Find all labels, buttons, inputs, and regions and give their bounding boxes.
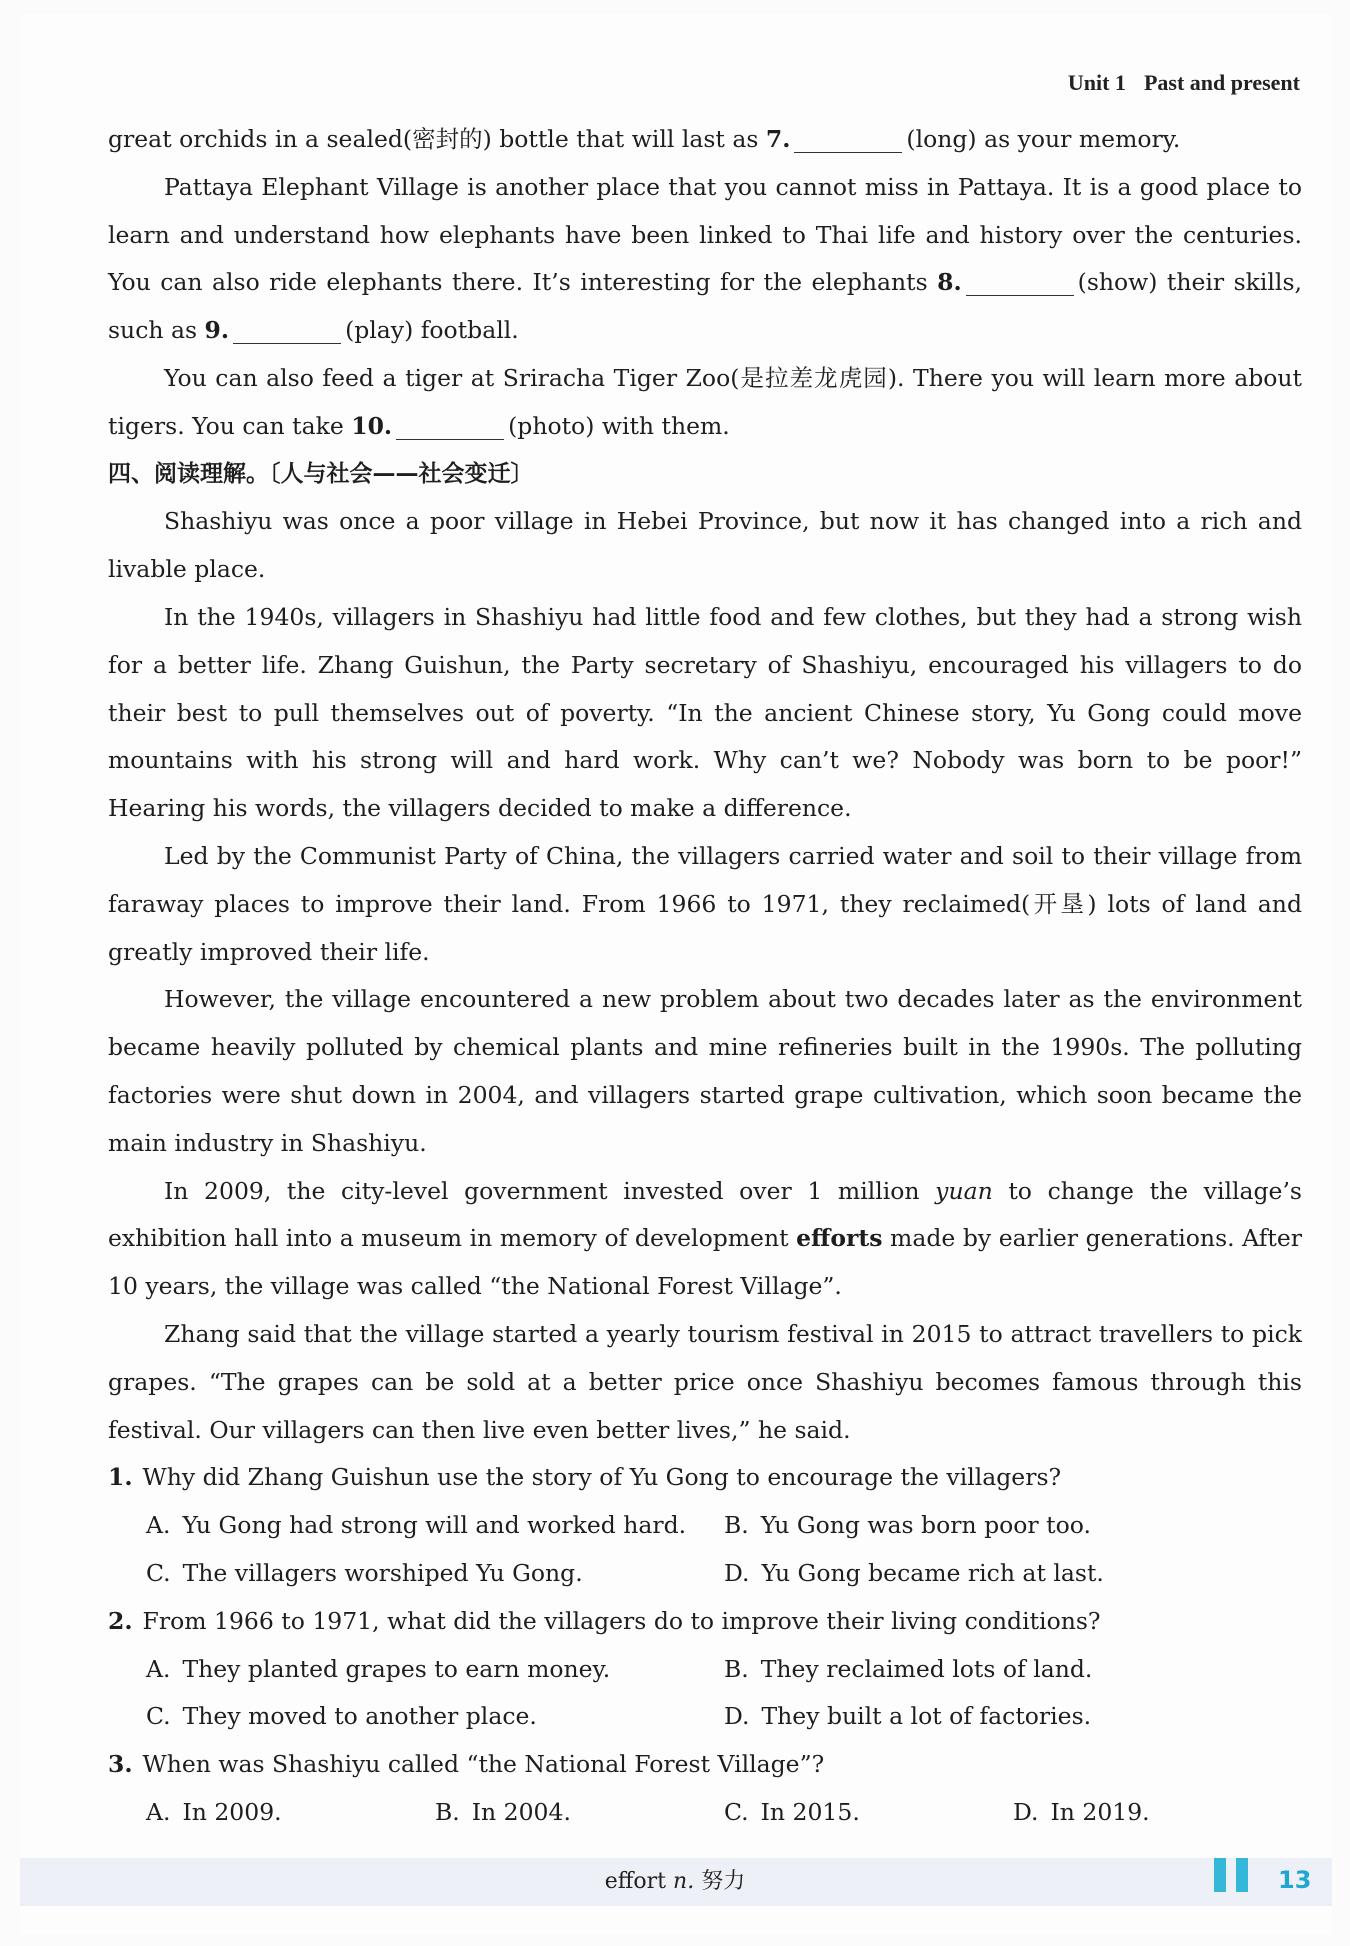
reading-paragraph-2: In the 1940s, villagers in Shashiyu had little food and few clothes, but they had a strong wish for a better life. Zhang Guishun, the Party secretary of Shashiyu, encouraged his villagers to do their best to pull themselves out of poverty. “In the ancient Chinese story, Yu Gong could move mountains with his strong will and hard work. Why can’t we? Nobody was born to be poor!” Hearing his words, the villagers decided to make a difference. [108, 602, 1302, 823]
option-text: The villagers worshiped Yu Gong. [182, 1558, 583, 1587]
option-letter: D. [724, 1702, 750, 1731]
question-number: 2. [108, 1606, 133, 1635]
option-letter: B. [435, 1797, 460, 1826]
passage-paragraph-elephant [108, 164, 1302, 355]
running-header [1068, 70, 1300, 96]
blank-number-8: 8. [937, 268, 962, 297]
part-of-speech: n. [673, 1869, 695, 1894]
blank-number-9: 9. [204, 316, 230, 345]
reading-paragraph-1: Shashiyu was once a poor village in Hebei Province, but now it has changed into a rich and livable place. [108, 507, 1302, 584]
option-text: In 2009. [182, 1797, 282, 1826]
italic-word: yuan [935, 1176, 993, 1205]
option-letter: A. [146, 1797, 171, 1826]
option-a[interactable] [146, 1502, 724, 1550]
option-a[interactable] [146, 1646, 724, 1694]
option-d[interactable] [724, 1550, 1302, 1598]
unit-title: Past and present [1143, 70, 1300, 95]
page-content [108, 116, 1302, 1837]
text-segment: to change the village’s exhibition hall into a museum in memory of development [108, 1176, 1302, 1253]
option-c[interactable] [146, 1550, 724, 1598]
text-segment: In 2009, the city-level government invested over 1 million [164, 1176, 936, 1205]
vocab-word: effort [604, 1869, 667, 1894]
option-letter: B. [724, 1654, 749, 1683]
decorative-bars [1214, 1858, 1248, 1892]
option-a[interactable] [146, 1789, 435, 1837]
question-text: When was Shashiyu called “the National Forest Village”? [142, 1750, 825, 1779]
option-text: In 2019. [1050, 1797, 1150, 1826]
passage-line-1 [108, 116, 1302, 164]
option-letter: A. [146, 1511, 171, 1540]
question-text: From 1966 to 1971, what did the villagers do to improve their living conditions? [142, 1606, 1101, 1635]
option-letter: C. [146, 1702, 171, 1731]
option-c[interactable] [146, 1693, 724, 1741]
option-text: They moved to another place. [182, 1702, 537, 1731]
section-title: 四、阅读理解。〔人与社会——社会变迁〕 [108, 460, 534, 487]
option-text: They built a lot of factories. [761, 1702, 1092, 1731]
reading-paragraph-4: However, the village encountered a new problem about two decades later as the environment became heavily polluted by chemical plants and mine refineries built in the 1990s. The polluting factories were shut down in 2004, and villagers started grape cultivation, which soon became the main industry in Shashiyu. [108, 985, 1302, 1157]
option-letter: D. [1013, 1797, 1039, 1826]
option-b[interactable] [724, 1502, 1302, 1550]
question-text: Why did Zhang Guishun use the story of Yu Gong to encourage the villagers? [142, 1463, 1062, 1492]
option-letter: D. [724, 1558, 750, 1587]
blank-7[interactable] [794, 126, 902, 153]
option-d[interactable] [1013, 1789, 1302, 1837]
blank-number-10: 10. [351, 411, 393, 440]
option-text: Yu Gong had strong will and worked hard. [182, 1511, 687, 1540]
options-row [108, 1502, 1302, 1550]
blank-10[interactable] [396, 413, 504, 440]
blank-8[interactable] [966, 269, 1074, 296]
vocab-meaning: 努力 [701, 1869, 746, 1894]
unit-label: Unit 1 [1067, 70, 1126, 95]
options-row [108, 1789, 1302, 1837]
question-number: 1. [108, 1463, 133, 1492]
question-3 [108, 1741, 1302, 1789]
options-row [108, 1693, 1302, 1741]
option-d[interactable] [724, 1693, 1302, 1741]
option-letter: C. [724, 1797, 749, 1826]
text-segment: (long) as your memory. [906, 125, 1181, 153]
reading-paragraph-5 [108, 1168, 1302, 1311]
question-number: 3. [108, 1750, 133, 1779]
options-row [108, 1646, 1302, 1694]
page-number: 13 [1278, 1866, 1312, 1894]
option-letter: A. [146, 1654, 171, 1683]
reading-paragraph-6: Zhang said that the village started a yearly tourism festival in 2015 to attract travellers to pick grapes. “The grapes can be sold at a better price once Shashiyu becomes famous through this festival. Our villagers can then live even better lives,” he said. [108, 1319, 1302, 1444]
text-segment: great orchids in a sealed(密封的) bottle that will last as [108, 125, 766, 153]
passage-paragraph-tiger [108, 355, 1302, 451]
text-segment: (show) their skills, such as [108, 268, 1302, 345]
option-text: In 2015. [760, 1797, 860, 1826]
text-segment: (play) football. [345, 316, 519, 345]
option-b[interactable] [435, 1789, 724, 1837]
option-text: In 2004. [471, 1797, 571, 1826]
vocab-word: efforts [796, 1224, 883, 1253]
text-segment: (photo) with them. [508, 411, 730, 440]
question-1 [108, 1454, 1302, 1502]
question-2 [108, 1598, 1302, 1646]
blank-9[interactable] [233, 317, 341, 344]
footer-vocab [0, 1864, 1350, 1895]
blank-number-7: 7. [765, 125, 791, 153]
option-text: Yu Gong was born poor too. [760, 1511, 1091, 1540]
option-letter: B. [724, 1511, 749, 1540]
option-text: Yu Gong became rich at last. [761, 1558, 1104, 1587]
option-b[interactable] [724, 1646, 1302, 1694]
option-c[interactable] [724, 1789, 1013, 1837]
options-row [108, 1550, 1302, 1598]
option-letter: C. [146, 1558, 171, 1587]
option-text: They planted grapes to earn money. [182, 1654, 611, 1683]
text-segment: Pattaya Elephant Village is another place that you cannot miss in Pattaya. It is a good place to learn and understand how elephants have been linked to Thai life and history over the centuries. You can also ride elephants there. It’s interesting for the elephants [108, 172, 1302, 297]
text-segment: made by earlier generations. After 10 years, the village was called “the National Forest Village”. [108, 1224, 1302, 1301]
text-segment: You can also feed a tiger at Sriracha Tiger Zoo(是拉差龙虎园). There you will learn more about tigers. You can take [108, 363, 1302, 440]
reading-paragraph-3: Led by the Communist Party of China, the villagers carried water and soil to their village from faraway places to improve their land. From 1966 to 1971, they reclaimed(开垦) lots of land and greatly improved their life. [108, 841, 1302, 966]
option-text: They reclaimed lots of land. [760, 1654, 1093, 1683]
